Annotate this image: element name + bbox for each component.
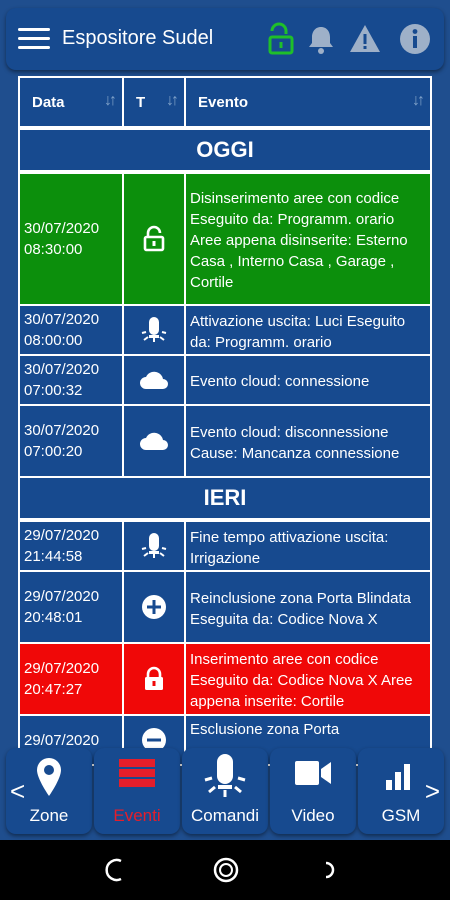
nav-video-button[interactable] bbox=[270, 748, 356, 834]
section-header-yesterday: IERI bbox=[18, 476, 432, 520]
event-table[interactable] bbox=[18, 76, 432, 749]
event-cell: Disinserimento aree con codice Eseguito da: Programm. orario Aree appena disinserite: Esterno Casa , Interno Casa , Garage , Cortile bbox=[190, 190, 408, 291]
date-cell bbox=[20, 174, 124, 304]
type-cell bbox=[124, 406, 186, 476]
table-row[interactable] bbox=[18, 520, 432, 572]
warning-icon[interactable] bbox=[348, 22, 382, 56]
plus-circle-icon bbox=[141, 594, 167, 620]
event-cell: Attivazione uscita: Luci Eseguito da: Programm. orario bbox=[190, 312, 406, 351]
lock-icon bbox=[143, 667, 165, 691]
app-title: Espositore Sudel bbox=[62, 27, 214, 49]
event-cell: Evento cloud: disconnessione Cause: Mancanza connessione bbox=[190, 423, 400, 462]
column-header-type[interactable] bbox=[124, 78, 186, 126]
event-cell: Reinclusione zona Porta Blindata Eseguita da: Codice Nova X bbox=[190, 589, 411, 628]
date-text: 30/07/2020 bbox=[24, 311, 100, 328]
time-text: 08:30:00 bbox=[24, 241, 83, 258]
type-cell bbox=[124, 572, 186, 642]
scroll-left-arrow[interactable]: < bbox=[10, 776, 26, 806]
table-row[interactable] bbox=[18, 354, 432, 406]
table-header bbox=[18, 76, 432, 128]
nav-label: GSM bbox=[381, 806, 421, 825]
event-cell: Evento cloud: connessione bbox=[190, 373, 370, 390]
video-camera-icon bbox=[293, 756, 333, 790]
nav-comandi-button[interactable] bbox=[182, 748, 268, 834]
event-cell: Fine tempo attivazione uscita: Irrigazione bbox=[190, 528, 389, 567]
table-row[interactable] bbox=[18, 304, 432, 356]
date-text: 30/07/2020 bbox=[24, 422, 100, 439]
bell-icon[interactable] bbox=[304, 22, 338, 56]
event-cell: Esclusione zona Porta bbox=[190, 721, 340, 738]
type-cell bbox=[124, 644, 186, 714]
time-text: 07:00:32 bbox=[24, 382, 83, 399]
nav-eventi-button[interactable] bbox=[94, 748, 180, 834]
date-text: 30/07/2020 bbox=[24, 361, 100, 378]
date-cell bbox=[20, 644, 124, 714]
light-bulb-icon bbox=[140, 532, 168, 560]
table-row[interactable] bbox=[18, 404, 432, 478]
date-text: 29/07/2020 bbox=[24, 588, 100, 605]
map-pin-icon bbox=[35, 756, 63, 798]
column-label: Data bbox=[32, 94, 65, 111]
date-text: 29/07/2020 bbox=[24, 527, 100, 544]
nav-gsm-button[interactable] bbox=[358, 748, 444, 834]
date-text: 30/07/2020 bbox=[24, 220, 100, 237]
cloud-icon bbox=[138, 430, 170, 452]
sort-icon[interactable]: ↓↑ bbox=[104, 92, 114, 109]
type-cell bbox=[124, 306, 186, 354]
table-row[interactable] bbox=[18, 570, 432, 644]
nav-label: Eventi bbox=[113, 806, 161, 825]
scroll-right-arrow[interactable]: > bbox=[424, 776, 440, 806]
type-cell bbox=[124, 522, 186, 570]
unlock-status-icon[interactable] bbox=[264, 22, 298, 56]
back-icon[interactable] bbox=[104, 858, 128, 882]
time-text: 20:47:27 bbox=[24, 681, 83, 698]
date-cell bbox=[20, 572, 124, 642]
column-label: T bbox=[136, 94, 146, 111]
light-bulb-icon bbox=[203, 756, 247, 798]
system-nav-bar bbox=[0, 840, 450, 900]
type-cell bbox=[124, 174, 186, 304]
column-header-evento[interactable] bbox=[186, 78, 430, 126]
time-text: 21:44:58 bbox=[24, 548, 83, 565]
sort-icon[interactable]: ↓↑ bbox=[166, 92, 176, 109]
column-label: Evento bbox=[198, 94, 249, 111]
table-row[interactable] bbox=[18, 642, 432, 716]
date-cell bbox=[20, 406, 124, 476]
nav-zone-button[interactable] bbox=[6, 748, 92, 834]
date-cell bbox=[20, 356, 124, 404]
type-cell bbox=[124, 356, 186, 404]
nav-label: Zone bbox=[29, 806, 69, 825]
signal-bars-icon bbox=[384, 756, 418, 792]
time-text: 20:48:01 bbox=[24, 609, 83, 626]
date-cell bbox=[20, 306, 124, 354]
sort-icon[interactable]: ↓↑ bbox=[412, 92, 422, 109]
top-bar bbox=[6, 8, 444, 70]
list-icon bbox=[117, 756, 157, 790]
section-header-today: OGGI bbox=[18, 128, 432, 172]
time-text: 07:00:20 bbox=[24, 443, 83, 460]
event-cell: Inserimento aree con codice Eseguito da: Codice Nova X Aree appena inserite: Cortile bbox=[190, 651, 413, 710]
time-text: 08:00:00 bbox=[24, 332, 83, 349]
date-text: 29/07/2020 bbox=[24, 731, 100, 749]
home-icon[interactable] bbox=[212, 856, 240, 884]
unlock-icon bbox=[143, 227, 165, 251]
light-bulb-icon bbox=[140, 316, 168, 344]
info-icon[interactable] bbox=[398, 22, 432, 56]
date-text: 29/07/2020 bbox=[24, 660, 100, 677]
table-row[interactable] bbox=[18, 172, 432, 306]
date-cell bbox=[20, 522, 124, 570]
column-header-data[interactable] bbox=[20, 78, 124, 126]
recents-icon[interactable] bbox=[322, 860, 340, 880]
menu-icon[interactable] bbox=[18, 28, 50, 50]
bottom-nav bbox=[0, 742, 450, 840]
cloud-icon bbox=[138, 369, 170, 391]
nav-label: Video bbox=[291, 806, 335, 825]
nav-label: Comandi bbox=[190, 806, 260, 825]
